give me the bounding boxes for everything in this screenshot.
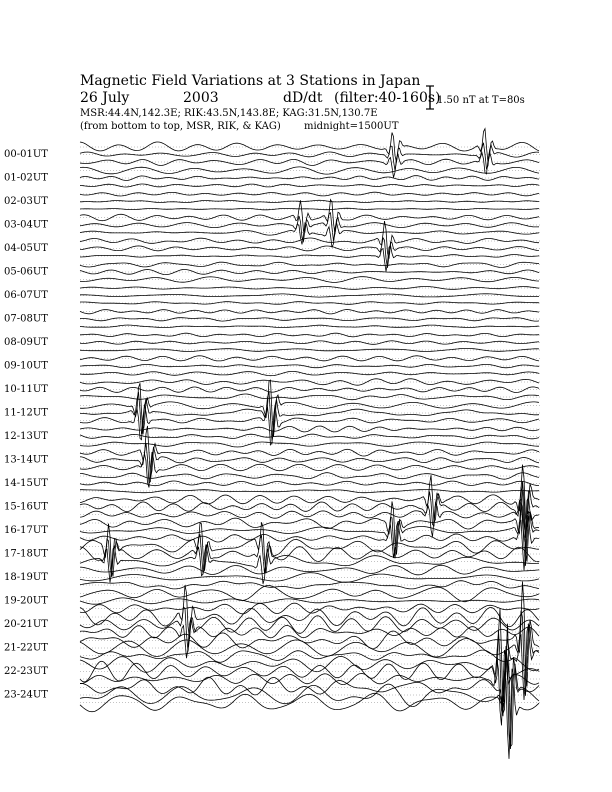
row-label: 12-13UT (4, 431, 48, 442)
row-label: 04-05UT (4, 243, 48, 254)
row-label: 01-02UT (4, 172, 48, 184)
row-label: 19-20UT (4, 595, 48, 607)
midnight-note: midnight=1500UT (304, 121, 399, 132)
row-label: 08-09UT (4, 337, 48, 348)
row-label: 05-06UT (4, 266, 48, 278)
row-label: 00-01UT (4, 149, 48, 160)
row-label: 02-03UT (4, 196, 48, 207)
chart-title: Magnetic Field Variations at 3 Stations in Japan (80, 73, 421, 89)
row-label: 10-11UT (4, 384, 48, 395)
row-label: 13-14UT (4, 454, 48, 466)
component-label: dD/dt (283, 90, 323, 106)
filter-label: (filter:40-160s) (334, 90, 441, 106)
row-label: 11-12UT (4, 407, 48, 419)
row-label: 07-08UT (4, 313, 48, 325)
row-label: 16-17UT (4, 525, 48, 536)
row-label: 06-07UT (4, 290, 48, 301)
row-label: 18-19UT (4, 572, 48, 583)
row-label: 09-10UT (4, 360, 48, 372)
row-label: 15-16UT (4, 501, 48, 513)
row-label: 23-24UT (4, 689, 48, 701)
row-label: 22-23UT (4, 666, 48, 677)
row-label: 14-15UT (4, 478, 48, 489)
stations-line: MSR:44.4N,142.3E; RIK:43.5N,143.8E; KAG:31.5N,130.7E (80, 108, 378, 119)
row-label: 20-21UT (4, 619, 48, 630)
row-label: 03-04UT (4, 219, 48, 231)
date-year: 2003 (183, 90, 219, 106)
row-label: 17-18UT (4, 548, 48, 560)
row-label: 21-22UT (4, 642, 48, 654)
date-day: 26 July (80, 90, 130, 106)
scale-bar-label: 1.50 nT at T=80s (437, 95, 525, 106)
order-note: (from bottom to top, MSR, RIK, & KAG) (80, 121, 281, 132)
